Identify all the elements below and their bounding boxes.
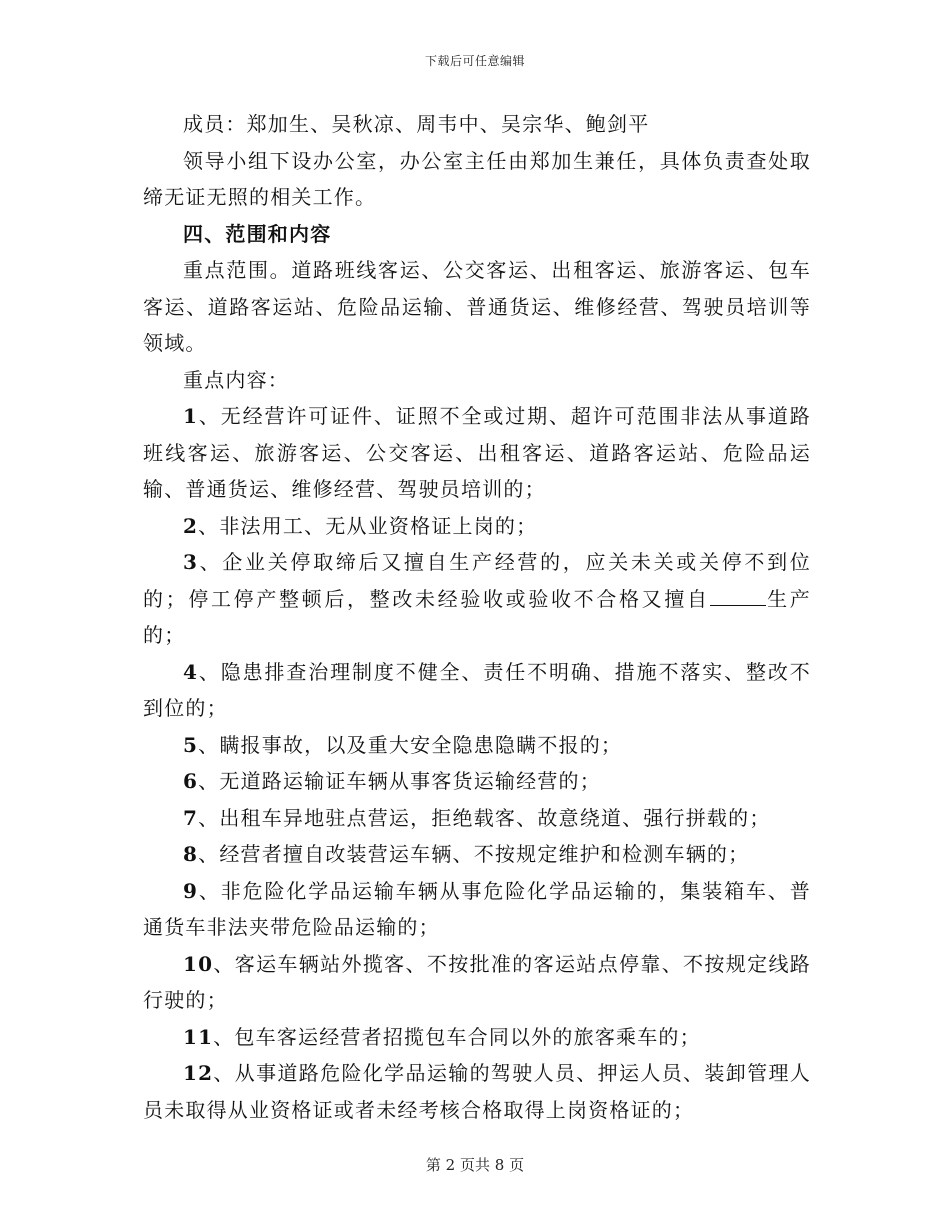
item-text: 、出租车异地驻点营运，拒绝载客、故意绕道、强行拼载的； (198, 805, 771, 830)
list-item (143, 836, 811, 873)
document-body (143, 106, 811, 1128)
item-number: 5 (183, 732, 199, 757)
page-header-note: 下载后可任意编辑 (424, 54, 525, 68)
list-item (143, 1055, 811, 1128)
list-item (143, 1019, 811, 1056)
item-number: 2 (183, 513, 199, 538)
fill-in-blank (710, 587, 766, 606)
item-number: 8 (183, 842, 199, 866)
list-item (143, 654, 811, 727)
item-text: 、非危险化学品运输车辆从事危险化学品运输的，集装箱车、普通货车非法夹带危险品运输的； (143, 878, 811, 939)
item-text: 、非法用工、无从业资格证上岗的； (198, 513, 538, 538)
item-number: 11 (183, 1024, 214, 1049)
item-number: 9 (183, 878, 199, 903)
item-number: 12 (183, 1061, 214, 1085)
item-text: 、客运车辆站外揽客、不按批准的客运站点停靠、不按规定线路行驶的； (143, 951, 811, 1012)
list-item (143, 946, 811, 1019)
item-text: 、无道路运输证车辆从事客货运输经营的； (198, 769, 601, 793)
item-number: 3 (183, 550, 199, 574)
item-number: 1 (183, 404, 199, 428)
item-text-after: 生产的； (143, 586, 812, 647)
item-text: 、经营者擅自改装营运车辆、不按规定维护和检测车辆的； (198, 842, 750, 866)
item-text: 、瞒报事故，以及重大安全隐患隐瞒不报的； (198, 732, 623, 757)
item-number: 6 (183, 769, 199, 793)
list-item (143, 763, 811, 800)
content-label: 重点内容： (183, 367, 289, 392)
list-item (143, 873, 811, 946)
list-item (143, 800, 811, 837)
page-number: 第 2 页共 8 页 (425, 1156, 525, 1174)
item-text: 、无经营许可证件、证照不全或过期、超许可范围非法从事道路班线客运、旅游客运、公交客运、出租客运、道路客运站、危险品运输、普通货运、维修经营、驾驶员培训的； (143, 404, 811, 501)
list-item (143, 398, 811, 508)
item-number: 7 (183, 805, 199, 830)
list-item (143, 727, 811, 764)
section-heading: 四、范围和内容 (183, 221, 332, 246)
item-text: 、包车客运经营者招揽包车合同以外的旅客乘车的； (213, 1024, 701, 1049)
item-text: 、隐患排查治理制度不健全、责任不明确、措施不落实、整改不到位的； (143, 659, 811, 720)
item-text: 、从事道路危险化学品运输的驾驶人员、押运人员、装卸管理人员未取得从业资格证或者未经考核合格取得上岗资格证的； (143, 1061, 811, 1122)
members-paragraph: 成员：郑加生、吴秋凉、周韦中、吴宗华、鲍剑平 (183, 112, 650, 136)
item-number: 4 (183, 659, 199, 684)
office-paragraph: 领导小组下设办公室，办公室主任由郑加生兼任，具体负责查处取缔无证无照的相关工作。 (143, 148, 811, 209)
item-number: 10 (183, 951, 214, 976)
list-item (143, 544, 811, 654)
list-item (143, 508, 811, 545)
item-text: 、企业关停取缔后又擅自生产经营的，应关未关或关停不到位的；停工停产整顿后，整改未经验收或验收不合格又擅自 (143, 550, 811, 611)
scope-paragraph: 重点范围。道路班线客运、公交客运、出租客运、旅游客运、包车客运、道路客运站、危险品运输、普通货运、维修经营、驾驶员培训等领域。 (143, 258, 811, 355)
